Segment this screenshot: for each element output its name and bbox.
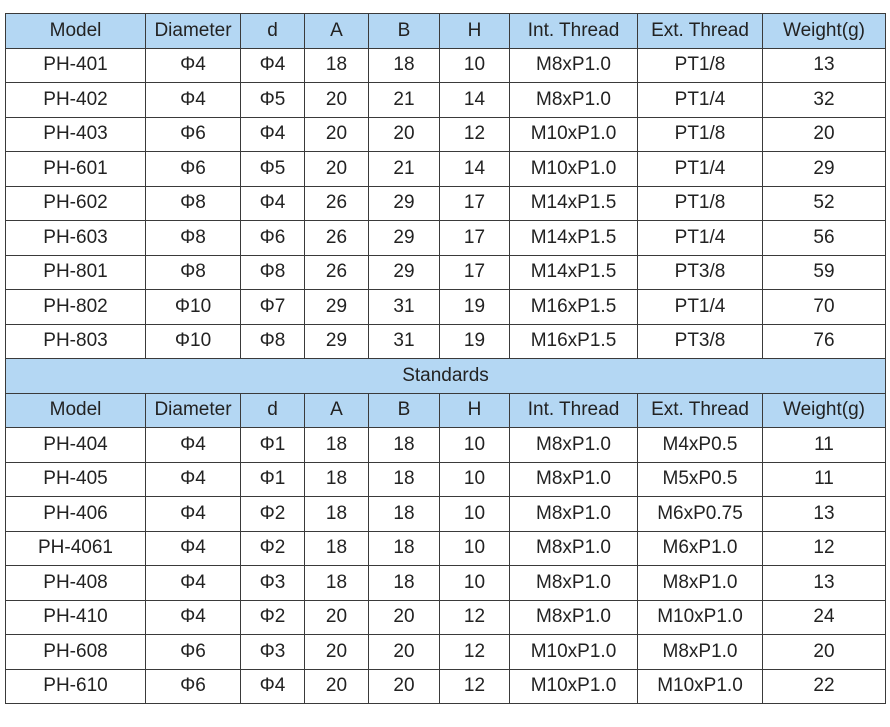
table-row <box>6 497 886 532</box>
cell-d: Φ7 <box>241 290 305 325</box>
cell-model: PH-403 <box>6 117 146 152</box>
cell-diameter: Φ4 <box>146 48 241 83</box>
cell-b: 18 <box>369 497 440 532</box>
table-row <box>6 324 886 359</box>
table-body <box>6 14 886 704</box>
cell-model: PH-404 <box>6 428 146 463</box>
table-row <box>6 152 886 187</box>
cell-b: 31 <box>369 324 440 359</box>
cell-a: 26 <box>305 255 369 290</box>
cell-weight: 32 <box>763 83 886 118</box>
cell-weight: 56 <box>763 221 886 256</box>
cell-diameter: Φ4 <box>146 566 241 601</box>
cell-h: 17 <box>440 186 510 221</box>
cell-model: PH-408 <box>6 566 146 601</box>
cell-weight: 20 <box>763 117 886 152</box>
cell-a: 18 <box>305 497 369 532</box>
cell-ext-thread: M5xP0.5 <box>638 462 763 497</box>
cell-a: 26 <box>305 221 369 256</box>
cell-weight: 52 <box>763 186 886 221</box>
cell-int-thread: M8xP1.0 <box>510 600 638 635</box>
column-header-ext-thread: Ext. Thread <box>638 393 763 428</box>
cell-b: 20 <box>369 117 440 152</box>
cell-weight: 76 <box>763 324 886 359</box>
cell-int-thread: M10xP1.0 <box>510 635 638 670</box>
cell-h: 12 <box>440 117 510 152</box>
specification-table <box>5 13 886 704</box>
cell-d: Φ4 <box>241 186 305 221</box>
cell-d: Φ2 <box>241 497 305 532</box>
column-header-d: d <box>241 14 305 49</box>
cell-d: Φ8 <box>241 255 305 290</box>
spec-sheet <box>5 13 886 704</box>
cell-d: Φ6 <box>241 221 305 256</box>
cell-ext-thread: M10xP1.0 <box>638 600 763 635</box>
cell-b: 18 <box>369 48 440 83</box>
cell-b: 20 <box>369 600 440 635</box>
column-header-int-thread: Int. Thread <box>510 14 638 49</box>
cell-weight: 13 <box>763 566 886 601</box>
cell-h: 12 <box>440 600 510 635</box>
cell-b: 18 <box>369 566 440 601</box>
cell-model: PH-401 <box>6 48 146 83</box>
column-header-d: d <box>241 393 305 428</box>
column-header-weight: Weight(g) <box>763 14 886 49</box>
cell-ext-thread: PT1/8 <box>638 117 763 152</box>
cell-b: 31 <box>369 290 440 325</box>
column-header-b: B <box>369 393 440 428</box>
cell-diameter: Φ6 <box>146 669 241 704</box>
cell-diameter: Φ8 <box>146 255 241 290</box>
cell-int-thread: M16xP1.5 <box>510 324 638 359</box>
cell-int-thread: M10xP1.0 <box>510 669 638 704</box>
cell-h: 12 <box>440 669 510 704</box>
cell-a: 20 <box>305 152 369 187</box>
cell-model: PH-802 <box>6 290 146 325</box>
cell-ext-thread: M6xP1.0 <box>638 531 763 566</box>
table-row <box>6 428 886 463</box>
cell-ext-thread: M8xP1.0 <box>638 566 763 601</box>
cell-int-thread: M10xP1.0 <box>510 117 638 152</box>
cell-h: 17 <box>440 221 510 256</box>
cell-a: 20 <box>305 669 369 704</box>
cell-model: PH-410 <box>6 600 146 635</box>
cell-int-thread: M8xP1.0 <box>510 497 638 532</box>
cell-b: 20 <box>369 635 440 670</box>
cell-d: Φ3 <box>241 566 305 601</box>
cell-int-thread: M8xP1.0 <box>510 428 638 463</box>
column-header-h: H <box>440 393 510 428</box>
cell-model: PH-608 <box>6 635 146 670</box>
table-row <box>6 462 886 497</box>
cell-d: Φ2 <box>241 600 305 635</box>
table-row <box>6 635 886 670</box>
cell-int-thread: M14xP1.5 <box>510 221 638 256</box>
cell-weight: 11 <box>763 462 886 497</box>
cell-weight: 24 <box>763 600 886 635</box>
cell-int-thread: M10xP1.0 <box>510 152 638 187</box>
cell-ext-thread: PT1/8 <box>638 186 763 221</box>
table-row <box>6 221 886 256</box>
column-header-model: Model <box>6 393 146 428</box>
cell-d: Φ4 <box>241 117 305 152</box>
cell-h: 19 <box>440 324 510 359</box>
cell-h: 19 <box>440 290 510 325</box>
cell-diameter: Φ10 <box>146 290 241 325</box>
cell-d: Φ3 <box>241 635 305 670</box>
cell-weight: 13 <box>763 48 886 83</box>
cell-a: 26 <box>305 186 369 221</box>
table-row <box>6 290 886 325</box>
cell-int-thread: M8xP1.0 <box>510 462 638 497</box>
cell-model: PH-602 <box>6 186 146 221</box>
cell-model: PH-601 <box>6 152 146 187</box>
cell-ext-thread: PT3/8 <box>638 324 763 359</box>
cell-int-thread: M14xP1.5 <box>510 255 638 290</box>
cell-ext-thread: M10xP1.0 <box>638 669 763 704</box>
cell-model: PH-405 <box>6 462 146 497</box>
cell-b: 20 <box>369 669 440 704</box>
cell-h: 14 <box>440 83 510 118</box>
cell-model: PH-406 <box>6 497 146 532</box>
cell-d: Φ5 <box>241 152 305 187</box>
cell-diameter: Φ4 <box>146 531 241 566</box>
cell-diameter: Φ4 <box>146 462 241 497</box>
cell-h: 10 <box>440 497 510 532</box>
cell-diameter: Φ10 <box>146 324 241 359</box>
cell-int-thread: M8xP1.0 <box>510 48 638 83</box>
cell-h: 17 <box>440 255 510 290</box>
cell-diameter: Φ6 <box>146 635 241 670</box>
cell-d: Φ1 <box>241 462 305 497</box>
table-row <box>6 186 886 221</box>
section-band-row <box>6 359 886 394</box>
column-header-a: A <box>305 393 369 428</box>
cell-d: Φ4 <box>241 48 305 83</box>
cell-diameter: Φ4 <box>146 428 241 463</box>
cell-int-thread: M14xP1.5 <box>510 186 638 221</box>
column-header-h: H <box>440 14 510 49</box>
cell-ext-thread: PT1/4 <box>638 83 763 118</box>
header-row <box>6 393 886 428</box>
cell-diameter: Φ6 <box>146 152 241 187</box>
cell-a: 20 <box>305 600 369 635</box>
cell-a: 18 <box>305 48 369 83</box>
cell-h: 10 <box>440 462 510 497</box>
cell-weight: 11 <box>763 428 886 463</box>
cell-d: Φ8 <box>241 324 305 359</box>
cell-diameter: Φ8 <box>146 221 241 256</box>
cell-d: Φ2 <box>241 531 305 566</box>
cell-diameter: Φ4 <box>146 600 241 635</box>
section-title: Standards <box>6 359 886 394</box>
table-row <box>6 48 886 83</box>
cell-weight: 70 <box>763 290 886 325</box>
cell-ext-thread: M8xP1.0 <box>638 635 763 670</box>
cell-a: 29 <box>305 324 369 359</box>
cell-ext-thread: PT1/8 <box>638 48 763 83</box>
cell-h: 14 <box>440 152 510 187</box>
column-header-diameter: Diameter <box>146 14 241 49</box>
column-header-int-thread: Int. Thread <box>510 393 638 428</box>
cell-d: Φ1 <box>241 428 305 463</box>
column-header-a: A <box>305 14 369 49</box>
cell-a: 18 <box>305 428 369 463</box>
table-row <box>6 566 886 601</box>
cell-diameter: Φ6 <box>146 117 241 152</box>
header-row <box>6 14 886 49</box>
cell-weight: 12 <box>763 531 886 566</box>
cell-model: PH-801 <box>6 255 146 290</box>
cell-int-thread: M8xP1.0 <box>510 83 638 118</box>
cell-ext-thread: PT3/8 <box>638 255 763 290</box>
cell-model: PH-803 <box>6 324 146 359</box>
cell-b: 18 <box>369 462 440 497</box>
cell-diameter: Φ4 <box>146 497 241 532</box>
cell-ext-thread: M4xP0.5 <box>638 428 763 463</box>
cell-ext-thread: M6xP0.75 <box>638 497 763 532</box>
cell-h: 10 <box>440 566 510 601</box>
cell-a: 20 <box>305 83 369 118</box>
cell-a: 29 <box>305 290 369 325</box>
table-row <box>6 117 886 152</box>
cell-d: Φ4 <box>241 669 305 704</box>
table-row <box>6 255 886 290</box>
cell-weight: 59 <box>763 255 886 290</box>
cell-a: 20 <box>305 635 369 670</box>
cell-a: 18 <box>305 566 369 601</box>
cell-b: 21 <box>369 152 440 187</box>
column-header-ext-thread: Ext. Thread <box>638 14 763 49</box>
table-row <box>6 83 886 118</box>
cell-weight: 20 <box>763 635 886 670</box>
cell-b: 29 <box>369 221 440 256</box>
column-header-diameter: Diameter <box>146 393 241 428</box>
table-row <box>6 669 886 704</box>
cell-h: 10 <box>440 48 510 83</box>
cell-int-thread: M8xP1.0 <box>510 566 638 601</box>
cell-b: 18 <box>369 428 440 463</box>
cell-weight: 13 <box>763 497 886 532</box>
cell-ext-thread: PT1/4 <box>638 290 763 325</box>
cell-h: 12 <box>440 635 510 670</box>
cell-ext-thread: PT1/4 <box>638 152 763 187</box>
cell-model: PH-603 <box>6 221 146 256</box>
cell-h: 10 <box>440 428 510 463</box>
cell-weight: 22 <box>763 669 886 704</box>
cell-model: PH-610 <box>6 669 146 704</box>
table-row <box>6 531 886 566</box>
cell-h: 10 <box>440 531 510 566</box>
column-header-b: B <box>369 14 440 49</box>
cell-int-thread: M8xP1.0 <box>510 531 638 566</box>
cell-b: 29 <box>369 255 440 290</box>
column-header-model: Model <box>6 14 146 49</box>
cell-a: 18 <box>305 462 369 497</box>
cell-weight: 29 <box>763 152 886 187</box>
table-row <box>6 600 886 635</box>
cell-diameter: Φ8 <box>146 186 241 221</box>
cell-int-thread: M16xP1.5 <box>510 290 638 325</box>
cell-b: 21 <box>369 83 440 118</box>
cell-d: Φ5 <box>241 83 305 118</box>
cell-diameter: Φ4 <box>146 83 241 118</box>
cell-model: PH-4061 <box>6 531 146 566</box>
cell-b: 29 <box>369 186 440 221</box>
cell-a: 18 <box>305 531 369 566</box>
cell-model: PH-402 <box>6 83 146 118</box>
cell-b: 18 <box>369 531 440 566</box>
cell-ext-thread: PT1/4 <box>638 221 763 256</box>
cell-a: 20 <box>305 117 369 152</box>
column-header-weight: Weight(g) <box>763 393 886 428</box>
